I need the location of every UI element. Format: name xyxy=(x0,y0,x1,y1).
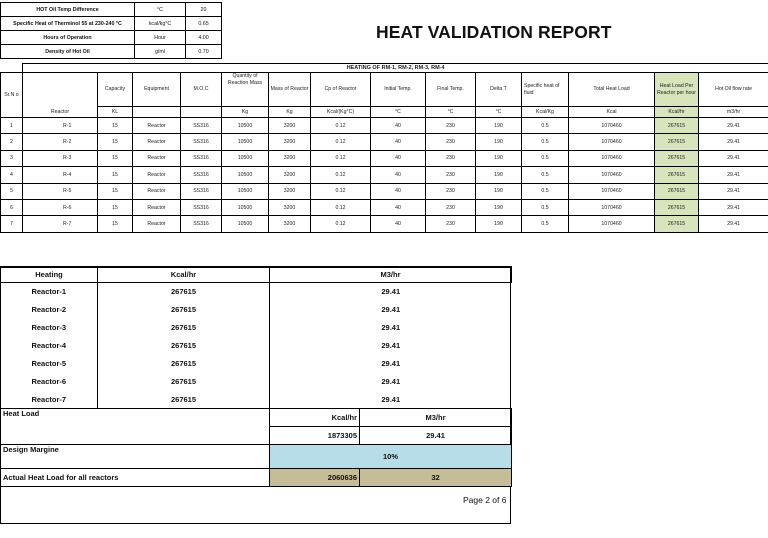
summary-reactor-rows xyxy=(1,283,512,409)
header-srno: Sr.N o xyxy=(1,73,23,118)
cell-sr: 4 xyxy=(1,167,23,183)
cell-delta-t: 190 xyxy=(476,150,522,166)
cell-delta-t: 190 xyxy=(476,167,522,183)
table-row xyxy=(1,134,768,150)
unit-capacity: KL xyxy=(98,107,133,118)
summary-table xyxy=(0,266,512,487)
heat-load-label: Heat Load xyxy=(1,409,270,427)
cell-mass: 3200 xyxy=(269,199,311,215)
cell-heat-per-hr: 267615 xyxy=(655,167,699,183)
parameter-label: Density of Hot Oil xyxy=(1,45,135,59)
cell-t-final: 230 xyxy=(426,167,476,183)
parameter-row xyxy=(1,3,222,17)
cell-sr: 5 xyxy=(1,183,23,199)
page-number: Page 2 of 6 xyxy=(463,495,507,505)
cell-cp: 0.12 xyxy=(311,183,371,199)
cell-equipment: Reactor xyxy=(133,183,181,199)
cell-mass: 3200 xyxy=(269,216,311,232)
cell-sp-heat: 0.5 xyxy=(522,183,569,199)
cell-qty: 10500 xyxy=(222,167,269,183)
summary-header-row xyxy=(1,267,512,283)
parameter-value: 0.65 xyxy=(186,17,222,31)
parameter-unit: g/ml xyxy=(135,45,186,59)
parameter-row xyxy=(1,45,222,59)
parameter-row xyxy=(1,17,222,31)
summary-reactor-kcal: 267615 xyxy=(98,301,270,319)
cell-flow: 29.41 xyxy=(699,150,768,166)
cell-delta-t: 190 xyxy=(476,199,522,215)
cell-capacity: 15 xyxy=(98,183,133,199)
heat-load-value-row xyxy=(1,427,512,445)
cell-total-heat: 1070460 xyxy=(569,216,655,232)
parameter-value: 20 xyxy=(186,3,222,17)
cell-moc: SS316 xyxy=(181,134,222,150)
cell-heat-per-hr: 267615 xyxy=(655,150,699,166)
cell-reactor: R-7 xyxy=(23,216,98,232)
cell-capacity: 15 xyxy=(98,199,133,215)
table-row xyxy=(1,199,768,215)
cell-t-init: 40 xyxy=(371,216,426,232)
summary-row xyxy=(1,355,512,373)
summary-reactor-name: Reactor-3 xyxy=(1,319,98,337)
header-flow-rate: Hot Oil flow rate xyxy=(699,73,768,107)
heat-load-header-row xyxy=(1,409,512,427)
summary-reactor-m3: 29.41 xyxy=(381,305,401,314)
cell-t-final: 230 xyxy=(426,216,476,232)
cell-total-heat: 1070460 xyxy=(569,167,655,183)
cell-sp-heat: 0.5 xyxy=(522,199,569,215)
parameter-unit: °C xyxy=(135,3,186,17)
summary-reactor-kcal: 267615 xyxy=(98,355,270,373)
summary-row xyxy=(1,283,512,301)
cell-flow: 29.41 xyxy=(699,118,768,134)
cell-t-init: 40 xyxy=(371,199,426,215)
table-row xyxy=(1,150,768,166)
cell-capacity: 15 xyxy=(98,118,133,134)
unit-cp: Kcal/(Kg°C) xyxy=(311,107,371,118)
cell-t-init: 40 xyxy=(371,118,426,134)
summary-reactor-m3: 29.41 xyxy=(381,287,401,297)
summary-row xyxy=(1,337,512,355)
cell-t-init: 40 xyxy=(371,150,426,166)
parameter-unit: Hour xyxy=(135,31,186,45)
cell-t-init: 40 xyxy=(371,134,426,150)
summary-reactor-kcal: 267615 xyxy=(98,337,270,355)
parameter-value: 4.00 xyxy=(186,31,222,45)
header-qty: Quantity of Reaction Mass xyxy=(222,73,269,107)
heat-load-kcal-header: Kcal/hr xyxy=(270,409,360,427)
cell-total-heat: 1070460 xyxy=(569,199,655,215)
heating-header-row xyxy=(1,73,768,107)
table-row xyxy=(1,118,768,134)
cell-sp-heat: 0.5 xyxy=(522,150,569,166)
cell-total-heat: 1070460 xyxy=(569,118,655,134)
parameter-rows xyxy=(1,3,222,59)
header-specific-heat: Specific heat of fluid xyxy=(522,73,569,107)
design-margin-label: Design Margine xyxy=(1,445,270,469)
cell-t-init: 40 xyxy=(371,167,426,183)
summary-row xyxy=(1,373,512,391)
cell-moc: SS316 xyxy=(181,150,222,166)
parameter-label: Specific Heat of Therminol 55 at 230-240 °C xyxy=(1,17,135,31)
cell-cp: 0.12 xyxy=(311,199,371,215)
cell-flow: 29.41 xyxy=(699,183,768,199)
actual-heat-load-label: Actual Heat Load for all reactors xyxy=(1,469,270,487)
summary-reactor-m3: 29.41 xyxy=(270,391,512,409)
summary-reactor-m3: 29.41 xyxy=(381,341,401,350)
summary-header-kcal: Kcal/hr xyxy=(98,267,270,283)
cell-heat-per-hr: 267615 xyxy=(655,118,699,134)
unit-delta-t: °C xyxy=(476,107,522,118)
cell-equipment: Reactor xyxy=(133,150,181,166)
cell-equipment: Reactor xyxy=(133,199,181,215)
heating-table-title: HEATING OF RM-1, RM-2, RM-3, RM-4 xyxy=(23,64,768,73)
cell-equipment: Reactor xyxy=(133,167,181,183)
cell-heat-per-hr: 267615 xyxy=(655,216,699,232)
cell-sp-heat: 0.5 xyxy=(522,118,569,134)
cell-cp: 0.12 xyxy=(311,118,371,134)
cell-t-final: 230 xyxy=(426,199,476,215)
cell-sr: 1 xyxy=(1,118,23,134)
header-capacity: Capacity xyxy=(98,73,133,107)
parameter-table xyxy=(0,2,222,59)
cell-capacity: 15 xyxy=(98,167,133,183)
cell-capacity: 15 xyxy=(98,134,133,150)
unit-qty: Kg xyxy=(222,107,269,118)
unit-specific-heat: Kcal/Kg xyxy=(522,107,569,118)
cell-reactor: R-5 xyxy=(23,183,98,199)
cell-cp: 0.12 xyxy=(311,216,371,232)
cell-qty: 10500 xyxy=(222,118,269,134)
cell-reactor: R-6 xyxy=(23,199,98,215)
summary-reactor-name: Reactor-2 xyxy=(1,301,98,319)
cell-t-final: 230 xyxy=(426,183,476,199)
cell-delta-t: 190 xyxy=(476,118,522,134)
cell-total-heat: 1070460 xyxy=(569,134,655,150)
summary-reactor-kcal: 267615 xyxy=(98,319,270,337)
summary-reactor-m3: 29.41 xyxy=(381,359,401,368)
report-title: HEAT VALIDATION REPORT xyxy=(376,22,612,42)
cell-total-heat: 1070460 xyxy=(569,150,655,166)
unit-moc xyxy=(181,107,222,118)
header-final-temp: Final Temp. xyxy=(426,73,476,107)
header-heat-per-hour: Heat Load Per Reactor per hour xyxy=(655,73,699,107)
cell-delta-t: 190 xyxy=(476,183,522,199)
header-total-heat: Total Heat Load xyxy=(569,73,655,107)
cell-t-final: 230 xyxy=(426,150,476,166)
cell-sr: 7 xyxy=(1,216,23,232)
summary-reactor-name: Reactor-4 xyxy=(1,337,98,355)
cell-flow: 29.41 xyxy=(699,216,768,232)
summary-reactor-name: Reactor-5 xyxy=(1,355,98,373)
unit-total-heat: Kcal xyxy=(569,107,655,118)
cell-heat-per-hr: 267615 xyxy=(655,183,699,199)
cell-sp-heat: 0.5 xyxy=(522,167,569,183)
header-initial-temp: Initial Temp. xyxy=(371,73,426,107)
cell-heat-per-hr: 267615 xyxy=(655,199,699,215)
heating-unit-row xyxy=(1,107,768,118)
cell-reactor: R-4 xyxy=(23,167,98,183)
cell-flow: 29.41 xyxy=(699,167,768,183)
actual-heat-load-row xyxy=(1,469,512,487)
cell-equipment: Reactor xyxy=(133,216,181,232)
cell-cp: 0.12 xyxy=(311,167,371,183)
cell-total-heat: 1070460 xyxy=(569,183,655,199)
header-reactor: Reactor xyxy=(23,73,98,118)
table-row xyxy=(1,167,768,183)
unit-mass: Kg xyxy=(269,107,311,118)
cell-flow: 29.41 xyxy=(699,134,768,150)
header-mass: Mass of Reactor xyxy=(269,73,311,107)
header-cp: Cp of Reactor xyxy=(311,73,371,107)
parameter-unit: kcal/kg°C xyxy=(135,17,186,31)
summary-reactor-kcal: 267615 xyxy=(98,373,270,391)
cell-sr: 2 xyxy=(1,134,23,150)
cell-mass: 3200 xyxy=(269,167,311,183)
cell-equipment: Reactor xyxy=(133,118,181,134)
heat-load-kcal: 1873305 xyxy=(270,427,360,445)
summary-reactor-kcal: 267615 xyxy=(98,283,270,301)
cell-qty: 10500 xyxy=(222,134,269,150)
summary-row xyxy=(1,319,512,337)
unit-equipment xyxy=(133,107,181,118)
summary-reactor-m3: 29.41 xyxy=(381,377,401,386)
unit-final-temp: °C xyxy=(426,107,476,118)
unit-heat-per-hour: Kcal/hr xyxy=(655,107,699,118)
actual-heat-load-kcal: 2060636 xyxy=(270,469,360,487)
summary-row xyxy=(1,301,512,319)
summary-reactor-name: Reactor-7 xyxy=(1,391,98,409)
header-moc: M.O.C xyxy=(181,73,222,107)
parameter-label: HOT Oil Temp Difference xyxy=(1,3,135,17)
heating-data-rows xyxy=(1,118,768,233)
cell-mass: 3200 xyxy=(269,134,311,150)
cell-moc: SS316 xyxy=(181,118,222,134)
cell-qty: 10500 xyxy=(222,199,269,215)
cell-moc: SS316 xyxy=(181,167,222,183)
cell-qty: 10500 xyxy=(222,216,269,232)
cell-moc: SS316 xyxy=(181,183,222,199)
cell-t-final: 230 xyxy=(426,118,476,134)
cell-delta-t: 190 xyxy=(476,216,522,232)
actual-heat-load-m3: 32 xyxy=(360,469,512,487)
cell-moc: SS316 xyxy=(181,216,222,232)
cell-mass: 3200 xyxy=(269,118,311,134)
summary-header-m3: M3/hr xyxy=(270,267,512,283)
cell-qty: 10500 xyxy=(222,183,269,199)
cell-equipment: Reactor xyxy=(133,134,181,150)
cell-reactor: R-3 xyxy=(23,150,98,166)
cell-moc: SS316 xyxy=(181,199,222,215)
design-margin-value: 10% xyxy=(270,445,512,469)
table-row xyxy=(1,183,768,199)
cell-sp-heat: 0.5 xyxy=(522,216,569,232)
cell-capacity: 15 xyxy=(98,150,133,166)
cell-t-init: 40 xyxy=(371,183,426,199)
cell-t-final: 230 xyxy=(426,134,476,150)
parameter-value: 0.70 xyxy=(186,45,222,59)
summary-reactor-m3: 29.41 xyxy=(381,323,401,332)
table-row xyxy=(1,216,768,232)
cell-cp: 0.12 xyxy=(311,150,371,166)
summary-row xyxy=(1,391,512,409)
header-equipment: Equipment xyxy=(133,73,181,107)
cell-reactor: R-1 xyxy=(23,118,98,134)
heating-table xyxy=(0,63,768,233)
unit-flow-rate: m3/hr xyxy=(699,107,768,118)
parameter-row xyxy=(1,31,222,45)
heat-load-m3: 29.41 xyxy=(360,427,512,445)
unit-initial-temp: °C xyxy=(371,107,426,118)
parameter-label: Hours of Operation xyxy=(1,31,135,45)
cell-cp: 0.12 xyxy=(311,134,371,150)
cell-sr: 3 xyxy=(1,150,23,166)
heat-load-m3-header: M3/hr xyxy=(360,409,512,427)
cell-sr: 6 xyxy=(1,199,23,215)
design-margin-row xyxy=(1,445,512,469)
cell-sp-heat: 0.5 xyxy=(522,134,569,150)
cell-reactor: R-2 xyxy=(23,134,98,150)
header-delta-t: Delta T xyxy=(476,73,522,107)
cell-mass: 3200 xyxy=(269,150,311,166)
cell-delta-t: 190 xyxy=(476,134,522,150)
summary-reactor-kcal: 267615 xyxy=(98,391,270,409)
summary-header-heating: Heating xyxy=(1,267,98,283)
cell-heat-per-hr: 267615 xyxy=(655,134,699,150)
summary-reactor-name: Reactor-6 xyxy=(1,373,98,391)
summary-reactor-name: Reactor-1 xyxy=(1,283,98,301)
cell-capacity: 15 xyxy=(98,216,133,232)
cell-qty: 10500 xyxy=(222,150,269,166)
cell-mass: 3200 xyxy=(269,183,311,199)
cell-flow: 29.41 xyxy=(699,199,768,215)
